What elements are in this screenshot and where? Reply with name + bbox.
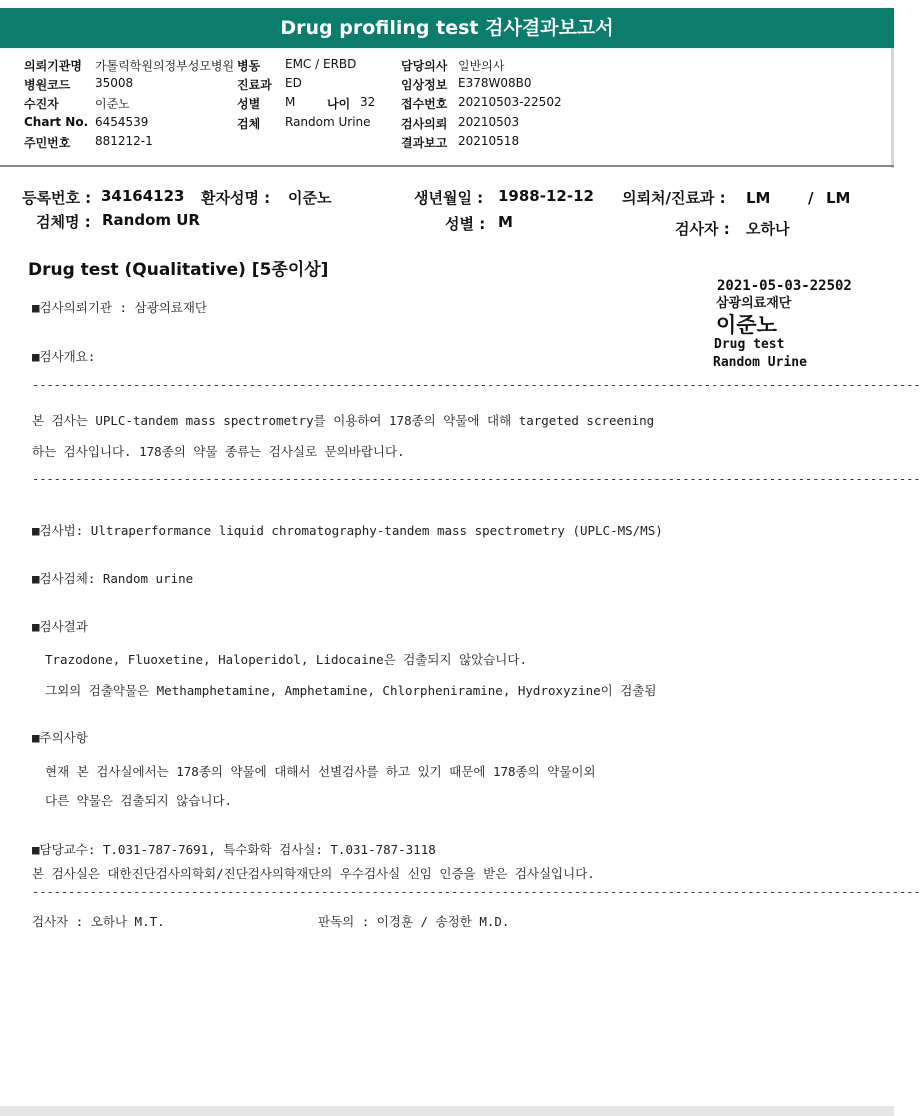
specimen-value: Random UR <box>102 211 200 229</box>
result-line-2: 그외의 검출약물은 Methamphetamine, Amphetamine, Chlorpheniramine, Hydroxyzine이 검출됨 <box>45 683 657 698</box>
value-department: ED <box>285 76 302 90</box>
label-hospital-code: 병원코드 <box>24 78 71 92</box>
specimen-label-stamp <box>712 278 882 378</box>
value-sex: M <box>285 95 296 109</box>
dob-label: 생년월일 : <box>414 189 484 207</box>
result-line-1: Trazodone, Fluoxetine, Haloperidol, Lidocaine은 검출되지 않았습니다. <box>45 652 527 667</box>
certification-line: 본 검사실은 대한진단검사의학회/진단검사의학재단의 우수검사실 신임 인증을 받은 검사실입니다. <box>32 866 595 881</box>
name-label: 환자성명 : <box>201 189 271 207</box>
stamp-specimen: Random Urine <box>713 355 807 370</box>
sex-label: 성별 : <box>445 215 486 233</box>
dept-label: 의뢰처/진료과 : <box>622 189 726 207</box>
stamp-patient-name: 이준노 <box>716 313 777 337</box>
value-ward: EMC / ERBD <box>285 57 357 71</box>
result-heading: ■검사결과 <box>32 619 88 634</box>
label-resident-no: 주민번호 <box>24 136 71 150</box>
stamp-test: Drug test <box>714 337 785 352</box>
tester-value: 오하나 <box>746 220 790 238</box>
value-clinical-info: E378W08B0 <box>458 76 532 90</box>
value-request-date: 20210503 <box>458 115 520 129</box>
dash-separator: --------------------------------------------------------------------------------------------------------------------------- <box>32 472 921 486</box>
test-title: Drug test (Qualitative) [5종이상] <box>28 260 329 280</box>
footer-tester: 검사자 : 오하나 M.T. <box>32 914 165 929</box>
institution-line: ■검사의뢰기관 : 삼광의료재단 <box>32 300 208 315</box>
report-title: Drug profiling test 검사결과보고서 <box>280 17 614 39</box>
reg-label: 등록번호 : <box>22 189 92 207</box>
dept-value-1: LM <box>746 189 771 207</box>
stamp-code: 2021-05-03-22502 <box>717 278 852 294</box>
overview-heading: ■검사개요: <box>32 349 96 364</box>
dash-separator: --------------------------------------------------------------------------------------------------------------------------- <box>32 885 921 899</box>
name-value: 이준노 <box>288 189 332 207</box>
value-report-date: 20210518 <box>458 134 520 148</box>
label-clinical-info: 임상정보 <box>401 78 448 92</box>
dob-value: 1988-12-12 <box>498 187 594 205</box>
specimen-line: ■검사검체: Random urine <box>32 571 194 586</box>
caution-line-1: 현재 본 검사실에서는 178종의 약물에 대해서 선별검사를 하고 있기 때문에 178종의 약물이외 <box>45 764 596 779</box>
caution-line-2: 다른 약물은 검출되지 않습니다. <box>45 793 233 808</box>
label-institution: 의뢰기관명 <box>24 59 82 73</box>
value-doctor: 일반의사 <box>458 59 505 73</box>
dept-separator: / <box>808 189 814 207</box>
value-receipt-no: 20210503-22502 <box>458 95 562 109</box>
sex-value: M <box>498 213 513 231</box>
reg-value: 34164123 <box>101 187 185 205</box>
overview-line-1: 본 검사는 UPLC-tandem mass spectrometry를 이용하여 178종의 약물에 대해 targeted screening <box>32 413 655 428</box>
value-resident-no: 881212-1 <box>95 134 153 148</box>
edge-shade <box>891 48 894 168</box>
label-report-date: 결과보고 <box>401 136 448 150</box>
label-patient: 수진자 <box>24 97 59 111</box>
dept-value-2: LM <box>826 189 851 207</box>
specimen-label: 검체명 : <box>36 213 91 231</box>
stamp-institution: 삼광의료재단 <box>716 296 792 311</box>
value-hospital-code: 35008 <box>95 76 134 90</box>
footer-reader: 판독의 : 이경훈 / 송정한 M.D. <box>318 914 510 929</box>
label-age: 나이 <box>327 97 351 111</box>
caution-heading: ■주의사항 <box>32 730 88 745</box>
value-age: 32 <box>360 95 376 109</box>
method-line: ■검사법: Ultraperformance liquid chromatography-tandem mass spectrometry (UPLC-MS/MS) <box>32 523 663 538</box>
label-sex: 성별 <box>237 97 261 111</box>
divider <box>0 165 894 167</box>
label-chart-no: Chart No. <box>24 115 89 129</box>
value-institution: 가톨릭학원의정부성모병원 <box>95 59 235 73</box>
value-specimen: Random Urine <box>285 115 371 129</box>
label-request-date: 검사의뢰 <box>401 117 448 131</box>
value-patient: 이준노 <box>95 97 130 111</box>
contact-line: ■담당교수: T.031-787-7691, 특수화학 검사실: T.031-787-3118 <box>32 842 436 857</box>
label-doctor: 담당의사 <box>401 59 448 73</box>
dash-separator: --------------------------------------------------------------------------------------------------------------------------- <box>32 378 921 392</box>
label-specimen: 검체 <box>237 117 261 131</box>
report-title-bar <box>0 8 894 48</box>
overview-line-2: 하는 검사입니다. 178종의 약물 종류는 검사실로 문의바랍니다. <box>32 444 405 459</box>
label-department: 진료과 <box>237 78 272 92</box>
page-bottom-edge <box>0 1106 894 1116</box>
label-ward: 병동 <box>237 59 261 73</box>
tester-label: 검사자 : <box>675 220 730 238</box>
value-chart-no: 6454539 <box>95 115 149 129</box>
label-receipt-no: 접수번호 <box>401 97 448 111</box>
